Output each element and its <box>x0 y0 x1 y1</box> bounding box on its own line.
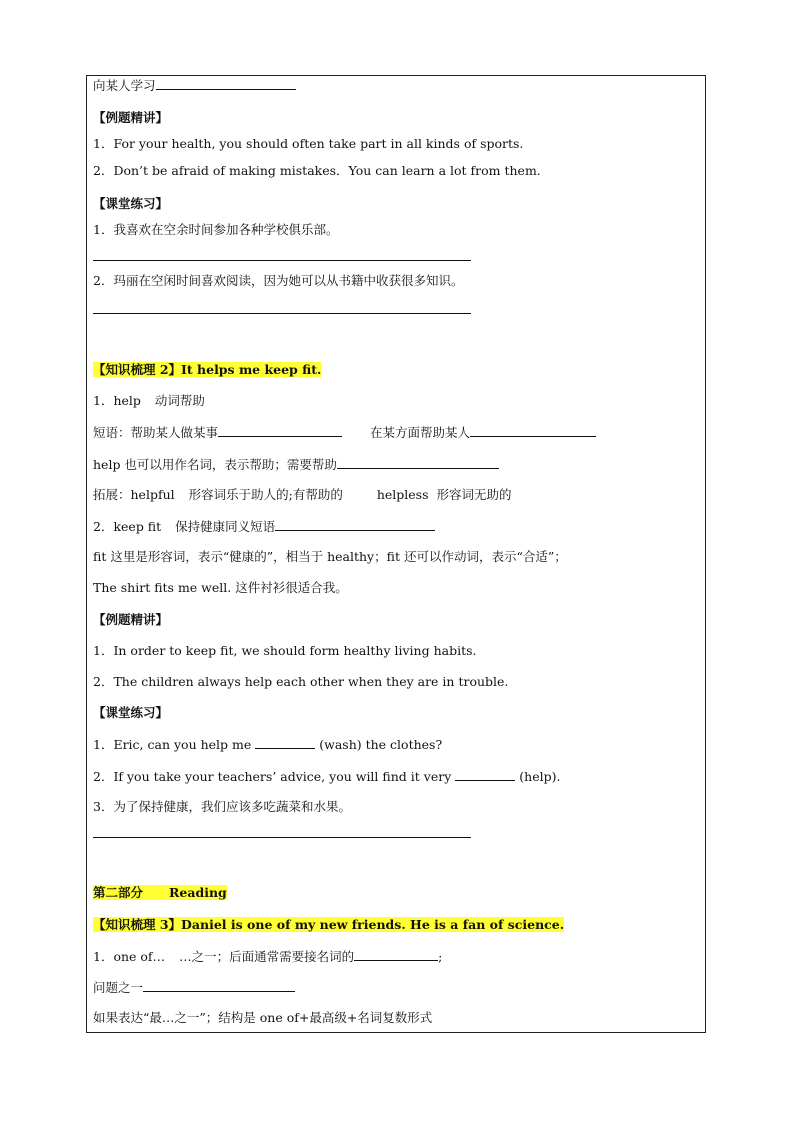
knowledge-heading-3: 【知识梳理 3】Daniel is one of my new friends. He is a fan of science. <box>93 917 565 932</box>
practice-item-2: 2．If you take your teachers’ advice, you will find it very (help). <box>93 769 561 784</box>
example-sentence-2: 2．The children always help each other when they are in trouble. <box>93 674 509 689</box>
answer-line[interactable] <box>93 837 471 838</box>
help-noun-usage: help 也可以用作名词，表示帮助；需要帮助 <box>93 456 499 473</box>
section-heading-examples: 【例题精讲】 <box>93 612 169 627</box>
help-phrases: 短语：帮助某人做某事 在某方面帮助某人 <box>93 424 596 441</box>
answer-blank[interactable] <box>218 424 342 437</box>
one-of-superlative-note: 如果表达“最…之一”；结构是 one of+最高级+名词复数形式 <box>93 1010 433 1025</box>
section-heading-examples: 【例题精讲】 <box>93 110 169 125</box>
example-sentence-2: 2．Don’t be afraid of making mistakes．You can learn a lot from them. <box>93 163 541 178</box>
answer-blank[interactable] <box>455 768 515 781</box>
answer-line[interactable] <box>93 260 471 261</box>
section-heading-practice: 【课堂练习】 <box>93 705 169 720</box>
answer-blank[interactable] <box>255 736 315 749</box>
answer-blank[interactable] <box>337 456 499 469</box>
practice-item-3: 3．为了保持健康，我们应该多吃蔬菜和水果。 <box>93 799 351 814</box>
part-two-heading: 第二部分 Reading <box>93 885 227 900</box>
example-sentence-1: 1．For your health, you should often take part in all kinds of sports. <box>93 136 524 151</box>
help-extension: 拓展：helpful 形容词乐于助人的;有帮助的 helpless 形容词无助的 <box>93 487 512 502</box>
knowledge-heading-2: 【知识梳理 2】It helps me keep fit. <box>93 362 322 377</box>
example-sentence-1: 1．In order to keep fit, we should form healthy living habits. <box>93 643 477 658</box>
answer-line[interactable] <box>93 313 471 314</box>
answer-blank[interactable] <box>275 518 435 531</box>
answer-blank[interactable] <box>143 979 295 992</box>
section-heading-practice: 【课堂练习】 <box>93 196 169 211</box>
answer-blank[interactable] <box>354 948 438 961</box>
phrase-learn-from: 向某人学习 <box>93 77 296 94</box>
answer-blank[interactable] <box>156 77 296 90</box>
help-definition: 1．help 动词帮助 <box>93 393 205 408</box>
one-of-problem: 问题之一 <box>93 979 295 996</box>
fit-example: The shirt fits me well. 这件衬衫很适合我。 <box>93 580 348 595</box>
practice-item-2: 2．玛丽在空闲时间喜欢阅读，因为她可以从书籍中收获很多知识。 <box>93 273 464 288</box>
fit-explanation: fit 这里是形容词，表示“健康的”，相当于 healthy；fit 还可以作动词，表示“合适”； <box>93 549 567 564</box>
practice-item-1: 1．Eric, can you help me (wash) the clothes? <box>93 737 443 752</box>
one-of-definition: 1．one of… …之一；后面通常需要接名词的 ; <box>93 949 443 964</box>
keep-fit-definition: 2．keep fit 保持健康同义短语 <box>93 518 435 535</box>
answer-blank[interactable] <box>470 424 596 437</box>
practice-item-1: 1．我喜欢在空余时间参加各种学校俱乐部。 <box>93 222 339 237</box>
